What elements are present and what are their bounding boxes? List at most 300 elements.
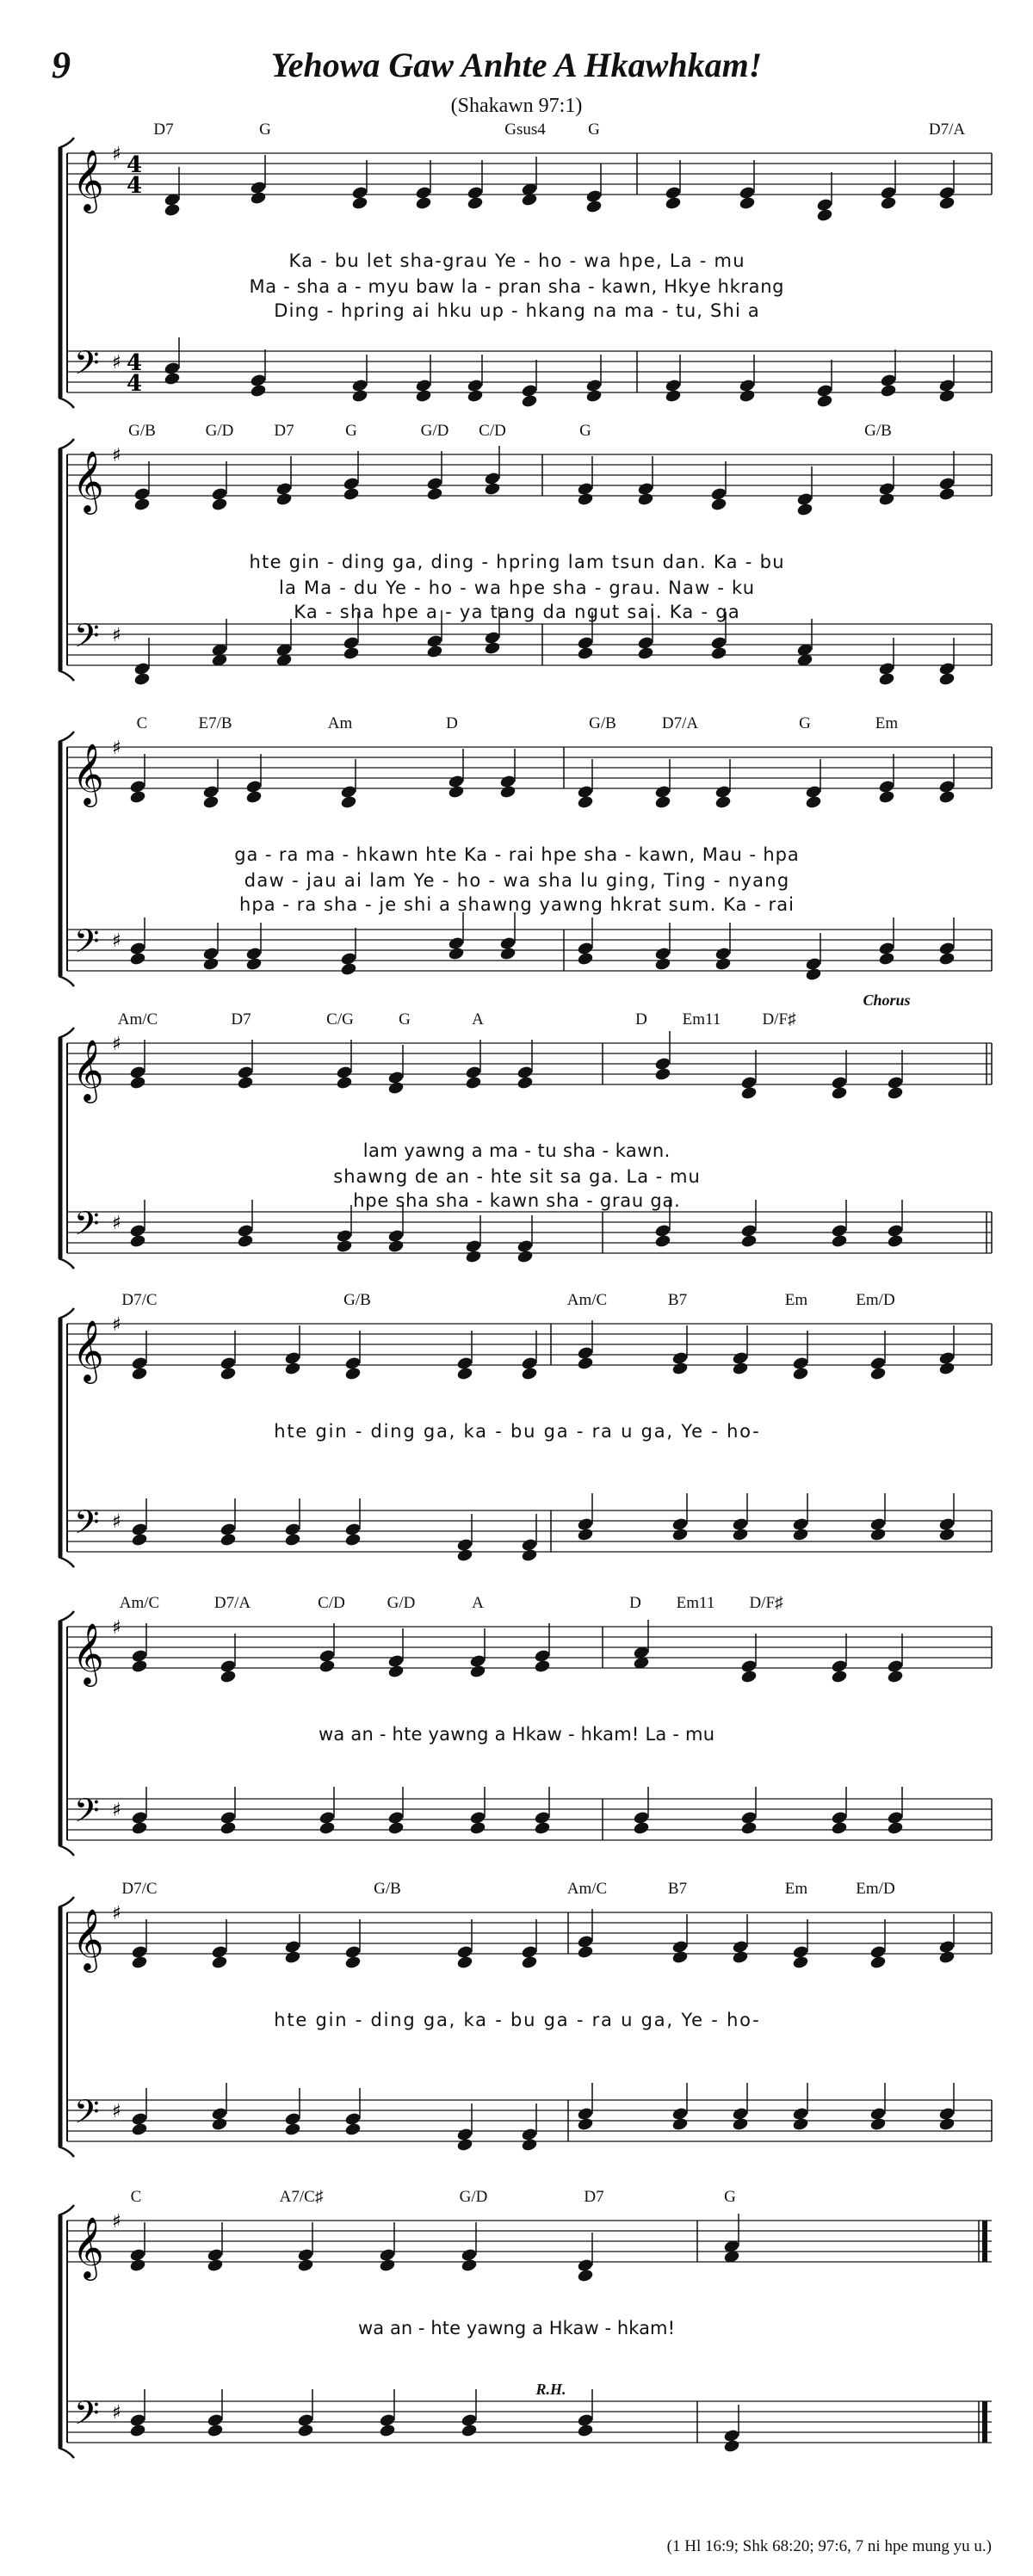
treble-notehead <box>344 1366 362 1381</box>
bass-notehead <box>387 1820 405 1835</box>
key-sharp-icon: ♯ <box>112 2402 121 2424</box>
chord-symbol: G/B <box>589 714 616 732</box>
treble-notehead <box>448 784 465 799</box>
bass-notehead <box>129 2423 146 2437</box>
treble-notehead <box>740 1085 758 1100</box>
treble-staff <box>67 445 992 515</box>
chord-symbol: G <box>259 120 271 139</box>
chord-symbol: D/F♯ <box>762 1010 796 1029</box>
time-sig-bottom: 4 <box>126 173 143 199</box>
system-3 <box>59 714 992 986</box>
chord-symbol: Am/C <box>566 1880 608 1898</box>
bass-notehead <box>585 388 603 403</box>
treble-clef-icon: 𝄞 <box>72 2215 104 2278</box>
bass-notehead <box>343 646 360 660</box>
lyric-line-1: wa an - hte yawng a Hkaw - hkam! <box>358 2318 675 2338</box>
bass-notehead <box>732 1527 749 1541</box>
key-sharp-icon: ♯ <box>112 1617 121 1639</box>
bass-notehead <box>654 1233 671 1248</box>
treble-staff <box>67 1617 992 1687</box>
bass-notehead <box>732 2116 749 2131</box>
treble-notehead <box>739 195 756 210</box>
treble-notehead <box>220 1366 237 1381</box>
treble-notehead <box>938 195 956 210</box>
treble-notehead <box>869 1366 887 1381</box>
bass-notehead <box>387 1239 405 1253</box>
treble-notehead <box>351 195 368 210</box>
chord-symbol: C/G <box>326 1010 354 1029</box>
bracket-bottom-hook <box>59 1845 74 1856</box>
bass-notehead <box>250 383 267 398</box>
bass-notehead <box>521 393 538 408</box>
chord-symbol: D7/C <box>121 1291 158 1309</box>
bass-notehead <box>887 1820 904 1835</box>
chord-symbol: G/D <box>420 422 449 440</box>
chord-symbol: G <box>399 1010 411 1029</box>
time-sig-bottom: 4 <box>126 371 143 397</box>
bass-notehead <box>499 946 516 961</box>
treble-notehead <box>878 789 895 804</box>
bass-notehead <box>207 2423 224 2437</box>
treble-notehead <box>938 486 956 501</box>
treble-notehead <box>484 481 501 496</box>
bass-notehead <box>456 2137 473 2152</box>
bass-notehead <box>816 393 833 408</box>
treble-notehead <box>164 202 181 217</box>
key-sharp-icon: ♯ <box>112 1511 121 1533</box>
bass-notehead <box>710 646 727 660</box>
treble-notehead <box>129 2258 146 2272</box>
bass-notehead <box>633 1820 650 1835</box>
lyric-line-2: daw - jau ai lam Ye - ho - wa sha lu ging, Ting - nyang <box>244 870 789 891</box>
bass-clef-icon: 𝄢 <box>74 2394 100 2440</box>
key-sharp-icon: ♯ <box>112 2211 121 2233</box>
bracket-top-hook <box>59 1897 74 1907</box>
chord-symbol: Em11 <box>676 1594 715 1612</box>
treble-notehead <box>340 794 357 809</box>
chord-symbol: Em11 <box>682 1010 721 1029</box>
bass-notehead <box>336 1239 353 1253</box>
chord-symbol: E7/B <box>198 714 232 732</box>
bass-clef-icon: 𝄢 <box>74 616 100 663</box>
song-number: 9 <box>52 44 71 86</box>
bass-notehead <box>637 646 654 660</box>
treble-notehead <box>521 1955 538 1969</box>
chord-symbol: D7 <box>274 422 294 440</box>
chord-symbol: D7/A <box>928 120 966 139</box>
bracket-bottom-hook <box>59 1557 74 1567</box>
bass-staff <box>67 1791 992 1840</box>
chord-symbol: D7/A <box>661 714 699 732</box>
bass-notehead <box>344 2122 362 2136</box>
bass-notehead <box>521 2137 538 2152</box>
treble-notehead <box>245 789 263 804</box>
lyric-line-3: hpa - ra sha - je shi a shawng yawng hkrat sum. Ka - rai <box>239 894 794 915</box>
treble-notehead <box>284 1949 301 1964</box>
treble-clef-icon: 𝄞 <box>72 1622 104 1684</box>
bass-notehead <box>129 951 146 966</box>
treble-notehead <box>816 207 833 222</box>
marking-chorus: Chorus <box>863 991 911 1009</box>
treble-notehead <box>129 1075 146 1090</box>
bass-notehead <box>831 1820 848 1835</box>
bracket-top-hook <box>59 1308 74 1319</box>
chord-symbol: G/B <box>864 422 892 440</box>
bracket-top-hook <box>59 732 74 742</box>
chord-symbol: D <box>446 714 458 732</box>
chord-symbol: D7 <box>584 2188 604 2206</box>
chord-symbol: G/D <box>459 2188 488 2206</box>
treble-notehead <box>534 1659 551 1673</box>
bass-notehead <box>714 956 732 971</box>
chord-symbol: Em/D <box>856 1291 895 1309</box>
chord-symbol: G/B <box>343 1291 371 1309</box>
treble-notehead <box>577 491 594 506</box>
chord-symbol: D <box>629 1594 641 1612</box>
bass-notehead <box>220 1820 237 1835</box>
system-1 <box>59 120 992 409</box>
treble-notehead <box>938 1361 956 1375</box>
bass-notehead <box>869 2116 887 2131</box>
treble-notehead <box>499 784 516 799</box>
bass-notehead <box>319 1820 336 1835</box>
treble-clef-icon: 𝄞 <box>72 449 104 512</box>
treble-notehead <box>202 794 220 809</box>
chord-symbol: G <box>799 714 811 732</box>
treble-notehead <box>237 1075 254 1090</box>
treble-notehead <box>654 794 671 809</box>
bass-notehead <box>938 1527 956 1541</box>
bass-notehead <box>740 1233 758 1248</box>
treble-notehead <box>211 1955 228 1969</box>
chord-symbol: G <box>579 422 591 440</box>
bass-notehead <box>133 671 151 686</box>
treble-notehead <box>671 1361 689 1375</box>
bass-notehead <box>577 1527 594 1541</box>
chord-symbol: D <box>635 1010 647 1029</box>
bass-notehead <box>516 1249 534 1263</box>
chord-symbol: G/B <box>128 422 156 440</box>
treble-notehead <box>521 1366 538 1381</box>
treble-notehead <box>792 1955 809 1969</box>
chord-symbol: Am/C <box>119 1594 160 1612</box>
treble-notehead <box>732 1949 749 1964</box>
bass-notehead <box>534 1820 551 1835</box>
bass-notehead <box>415 388 432 403</box>
bass-notehead <box>740 1820 758 1835</box>
treble-notehead <box>456 1366 473 1381</box>
lyric-line-1: hte gin - ding ga, ka - bu ga - ra u ga, Ye - ho- <box>274 1421 759 1442</box>
bass-notehead <box>671 1527 689 1541</box>
bass-notehead <box>131 1820 148 1835</box>
treble-notehead <box>220 1669 237 1683</box>
bass-clef-icon: 𝄢 <box>74 1791 100 1838</box>
bass-notehead <box>723 2438 740 2453</box>
song-title: Yehowa Gaw Anhte A Hkawhkam! <box>270 46 763 84</box>
chord-symbol: C <box>130 2188 142 2206</box>
treble-notehead <box>792 1366 809 1381</box>
lyric-line-3: Ka - sha hpe a - ya tang da ngut sai. Ka - ga <box>294 602 739 622</box>
bass-notehead <box>665 388 682 403</box>
bass-notehead <box>456 1547 473 1562</box>
system-5 <box>59 1291 992 1567</box>
bass-clef-icon: 𝄢 <box>74 922 100 968</box>
chord-symbol: Am/C <box>117 1010 158 1029</box>
bass-notehead <box>577 2423 594 2437</box>
treble-notehead <box>336 1075 353 1090</box>
lyric-line-2: la Ma - du Ye - ho - wa hpe sha - grau. Naw - ku <box>279 578 754 598</box>
bracket-top-hook <box>59 1611 74 1622</box>
bass-notehead <box>164 371 181 386</box>
bass-notehead <box>351 388 368 403</box>
treble-clef-icon: 𝄞 <box>72 1038 104 1101</box>
bass-notehead <box>465 1249 482 1263</box>
bracket-top-hook <box>59 2205 74 2215</box>
chord-symbol: D/F♯ <box>749 1594 783 1612</box>
key-sharp-icon: ♯ <box>112 352 121 374</box>
bass-notehead <box>129 1233 146 1248</box>
treble-notehead <box>887 1085 904 1100</box>
bass-notehead <box>671 2116 689 2131</box>
bracket-bottom-hook <box>59 2147 74 2157</box>
chord-symbol: C/D <box>479 422 506 440</box>
bass-notehead <box>792 2116 809 2131</box>
treble-notehead <box>938 1949 956 1964</box>
treble-notehead <box>426 486 443 501</box>
bass-notehead <box>654 956 671 971</box>
system-6 <box>59 1594 992 1856</box>
bass-notehead <box>220 1532 237 1547</box>
treble-notehead <box>577 2268 594 2283</box>
key-sharp-icon: ♯ <box>112 1314 121 1336</box>
key-sharp-icon: ♯ <box>112 1903 121 1924</box>
bass-clef-icon: 𝄢 <box>74 1503 100 1549</box>
chord-symbol: G/D <box>387 1594 416 1612</box>
lyric-line-2: shawng de an - hte sit sa ga. La - mu <box>333 1166 700 1187</box>
chord-symbol: D7 <box>153 120 174 139</box>
treble-notehead <box>133 497 151 511</box>
key-sharp-icon: ♯ <box>112 1213 121 1234</box>
bass-notehead <box>878 951 895 966</box>
treble-notehead <box>344 1955 362 1969</box>
bass-notehead <box>379 2423 396 2437</box>
treble-notehead <box>740 1669 758 1683</box>
treble-notehead <box>467 195 484 210</box>
chord-symbol: C/D <box>318 1594 345 1612</box>
marking-rh: R.H. <box>535 2381 566 2398</box>
bass-notehead <box>938 2116 956 2131</box>
system-7 <box>59 1880 992 2157</box>
bass-notehead <box>938 951 956 966</box>
bass-notehead <box>467 388 484 403</box>
treble-notehead <box>297 2258 314 2272</box>
lyric-line-1: hte gin - ding ga, ka - bu ga - ra u ga, Ye - ho- <box>274 2010 759 2030</box>
bass-notehead <box>284 2122 301 2136</box>
treble-notehead <box>211 497 228 511</box>
treble-notehead <box>131 1366 148 1381</box>
bass-notehead <box>426 644 443 658</box>
bass-notehead <box>245 956 263 971</box>
time-sig-top: 4 <box>126 152 143 178</box>
treble-notehead <box>131 1659 148 1673</box>
treble-notehead <box>710 497 727 511</box>
key-sharp-icon: ♯ <box>112 625 121 646</box>
bracket-bottom-hook <box>59 670 74 681</box>
treble-notehead <box>129 789 146 804</box>
treble-notehead <box>207 2258 224 2272</box>
treble-notehead <box>387 1664 405 1678</box>
bass-notehead <box>461 2423 478 2437</box>
bass-clef-icon: 𝄢 <box>74 1204 100 1251</box>
lyric-line-1: Ka - bu let sha-grau Ye - ho - wa hpe, La - mu <box>288 250 745 271</box>
bracket-top-hook <box>59 138 74 148</box>
bass-notehead <box>131 1532 148 1547</box>
treble-notehead <box>275 491 293 506</box>
treble-notehead <box>250 190 267 205</box>
bass-notehead <box>211 2116 228 2131</box>
treble-notehead <box>671 1949 689 1964</box>
bass-notehead <box>878 671 895 686</box>
chord-symbol: C <box>136 714 148 732</box>
bass-notehead <box>938 388 956 403</box>
bass-notehead <box>938 671 956 686</box>
bracket-bottom-hook <box>59 398 74 408</box>
chord-symbol: G/D <box>205 422 234 440</box>
treble-notehead <box>461 2258 478 2272</box>
chord-symbol: G/B <box>374 1880 401 1898</box>
treble-notehead <box>585 199 603 213</box>
bass-notehead <box>131 2122 148 2136</box>
treble-notehead <box>665 195 682 210</box>
bass-staff <box>67 2394 992 2443</box>
bass-notehead <box>521 1547 538 1562</box>
chord-symbol: B7 <box>667 1880 688 1898</box>
treble-notehead <box>284 1361 301 1375</box>
chord-symbol: G <box>345 422 357 440</box>
chord-symbol: Em/D <box>856 1880 895 1898</box>
bass-notehead <box>202 956 220 971</box>
chord-symbol: D7/C <box>121 1880 158 1898</box>
treble-notehead <box>577 1356 594 1370</box>
lyric-line-1: wa an - hte yawng a Hkaw - hkam! La - mu <box>319 1724 714 1745</box>
treble-notehead <box>887 1669 904 1683</box>
treble-clef-icon: 𝄞 <box>72 1319 104 1381</box>
time-sig-top: 4 <box>126 350 143 376</box>
chord-symbol: Gsus4 <box>504 120 546 139</box>
treble-notehead <box>637 491 654 506</box>
treble-notehead <box>878 491 895 506</box>
chord-symbol: A7/C♯ <box>279 2188 324 2206</box>
lyric-line-1: ga - ra ma - hkawn hte Ka - rai hpe sha - kawn, Mau - hpa <box>234 844 799 865</box>
bracket-top-hook <box>59 1028 74 1038</box>
treble-notehead <box>456 1955 473 1969</box>
system-8 <box>59 2188 992 2458</box>
treble-notehead <box>714 794 732 809</box>
bass-clef-icon: 𝄢 <box>74 343 100 390</box>
chord-symbol: Em <box>875 714 899 732</box>
chord-symbol: G <box>724 2188 736 2206</box>
chord-symbol: Am/C <box>566 1291 608 1309</box>
system-2 <box>59 422 992 687</box>
bass-notehead <box>831 1233 848 1248</box>
bass-notehead <box>792 1527 809 1541</box>
key-sharp-icon: ♯ <box>112 738 121 759</box>
lyric-line-3: Ding - hpring ai hku up - hkang na ma - tu, Shi a <box>274 300 759 321</box>
bass-notehead <box>577 646 594 660</box>
key-sharp-icon: ♯ <box>112 1800 121 1821</box>
treble-notehead <box>805 794 822 809</box>
treble-notehead <box>654 1066 671 1081</box>
chord-symbol: Em <box>784 1880 808 1898</box>
chord-symbol: D7/A <box>213 1594 251 1612</box>
chord-symbol: A <box>472 1010 484 1029</box>
treble-notehead <box>469 1664 486 1678</box>
key-sharp-icon: ♯ <box>112 144 121 165</box>
bass-staff <box>67 616 992 665</box>
treble-notehead <box>387 1080 405 1095</box>
bass-notehead <box>237 1233 254 1248</box>
bass-notehead <box>284 1532 301 1547</box>
bracket-bottom-hook <box>59 976 74 986</box>
treble-staff <box>67 738 992 807</box>
bass-notehead <box>880 383 897 398</box>
bass-notehead <box>484 640 501 655</box>
lyric-line-1: lam yawng a ma - tu sha - kawn. <box>362 1140 671 1161</box>
treble-notehead <box>379 2258 396 2272</box>
bracket-bottom-hook <box>59 2448 74 2458</box>
treble-notehead <box>831 1085 848 1100</box>
treble-notehead <box>831 1669 848 1683</box>
key-sharp-icon: ♯ <box>112 930 121 952</box>
bass-notehead <box>340 961 357 976</box>
bass-notehead <box>344 1532 362 1547</box>
treble-clef-icon: 𝄞 <box>72 742 104 805</box>
key-sharp-icon: ♯ <box>112 1034 121 1055</box>
scripture-footnote: (1 Hl 16:9; Shk 68:20; 97:6, 7 ni hpe mung yu u.) <box>666 2537 992 2555</box>
treble-notehead <box>796 502 813 516</box>
treble-notehead <box>938 789 956 804</box>
chord-symbol: D7 <box>231 1010 251 1029</box>
bass-notehead <box>805 967 822 981</box>
bass-notehead <box>869 1527 887 1541</box>
treble-notehead <box>319 1659 336 1673</box>
bass-notehead <box>469 1820 486 1835</box>
bass-notehead <box>577 951 594 966</box>
bracket-bottom-hook <box>59 1258 74 1269</box>
treble-clef-icon: 𝄞 <box>72 1907 104 1970</box>
treble-notehead <box>415 195 432 210</box>
treble-notehead <box>577 794 594 809</box>
treble-notehead <box>577 1944 594 1959</box>
song-subtitle: (Shakawn 97:1) <box>450 95 583 117</box>
chord-symbol: Em <box>784 1291 808 1309</box>
bracket-top-hook <box>59 439 74 449</box>
treble-notehead <box>131 1955 148 1969</box>
bass-notehead <box>297 2423 314 2437</box>
bass-notehead <box>887 1233 904 1248</box>
lyric-line-1: hte gin - ding ga, ding - hpring lam tsun dan. Ka - bu <box>249 552 784 572</box>
bass-notehead <box>448 946 465 961</box>
treble-notehead <box>880 195 897 210</box>
lyric-line-3: hpe sha sha - kawn sha - grau ga. <box>353 1190 680 1211</box>
key-sharp-icon: ♯ <box>112 2101 121 2122</box>
chord-symbol: G <box>588 120 600 139</box>
treble-notehead <box>732 1361 749 1375</box>
bass-clef-icon: 𝄢 <box>74 2092 100 2139</box>
lyric-line-2: Ma - sha a - myu baw la - pran sha - kawn, Hkye hkrang <box>249 276 784 297</box>
treble-clef-icon: 𝄞 <box>72 148 104 211</box>
treble-staff <box>67 2211 992 2281</box>
